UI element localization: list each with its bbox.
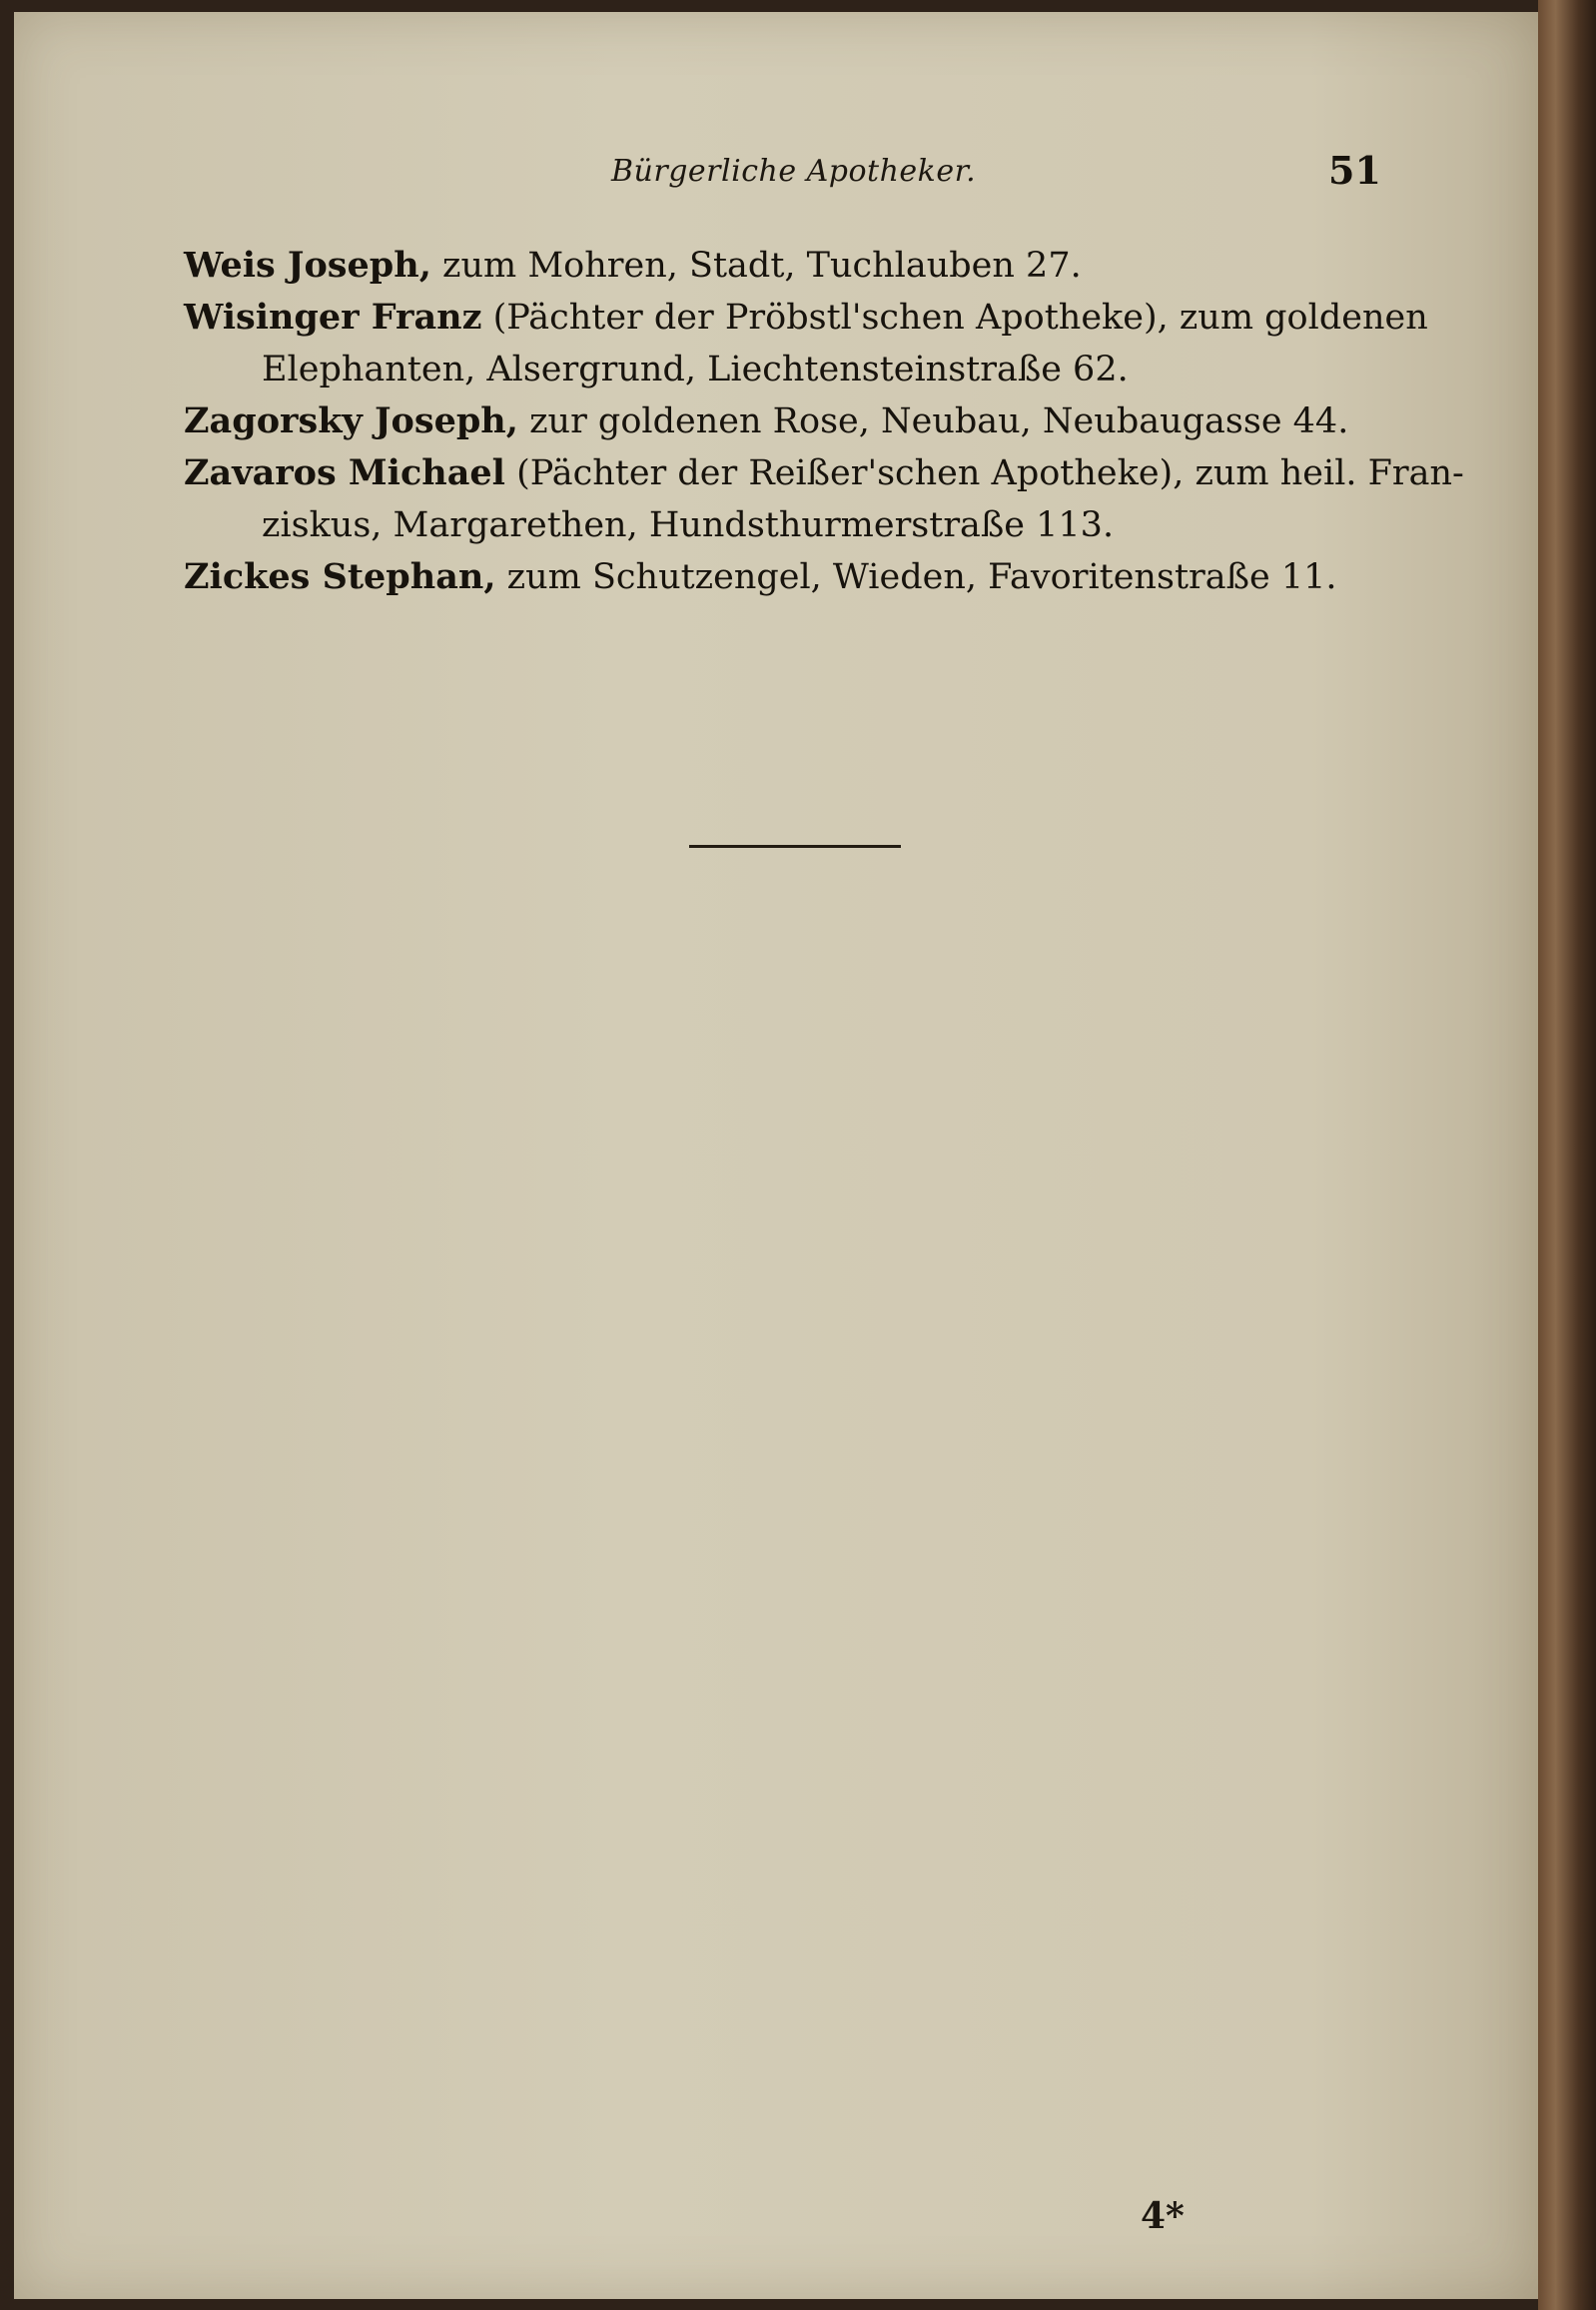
entry-text: zur goldenen Rose, Neubau, Neubaugasse 44.: [529, 401, 1349, 441]
entry-continuation: Elephanten, Alsergrund, Liechtensteinstraße 62.: [262, 350, 1129, 389]
book-page: [14, 12, 1538, 2299]
entry-text: zum Mohren, Stadt, Tuchlauben 27.: [442, 246, 1082, 286]
entry-name: Wisinger Franz: [184, 297, 482, 338]
list-item: [184, 292, 1428, 395]
list-item: [184, 447, 1464, 551]
entry-continuation: ziskus, Margarethen, Hundsthurmerstraße 113.: [262, 505, 1115, 545]
page-number: 51: [1328, 148, 1381, 193]
list-item: [184, 240, 1400, 292]
list-item: [184, 395, 1400, 447]
section-divider: [689, 845, 901, 848]
entry-text: (Pächter der Reißer'schen Apotheke), zum heil. Fran-: [516, 453, 1464, 493]
entry-name: Weis Joseph,: [184, 245, 431, 286]
signature-mark: 4*: [1141, 2195, 1185, 2237]
entry-name: Zickes Stephan,: [184, 556, 496, 597]
entry-text: (Pächter der Pröbstl'schen Apotheke), zum goldenen: [492, 298, 1428, 338]
book-spine: [1538, 0, 1596, 2310]
pharmacist-list: [184, 240, 1464, 603]
list-item: [184, 551, 1400, 603]
running-head: Bürgerliche Apotheker.: [611, 154, 977, 189]
entry-text: zum Schutzengel, Wieden, Favoritenstraße 11.: [506, 557, 1337, 597]
entry-name: Zagorsky Joseph,: [184, 400, 518, 441]
page-header: [14, 148, 1538, 204]
entry-name: Zavaros Michael: [184, 452, 505, 493]
